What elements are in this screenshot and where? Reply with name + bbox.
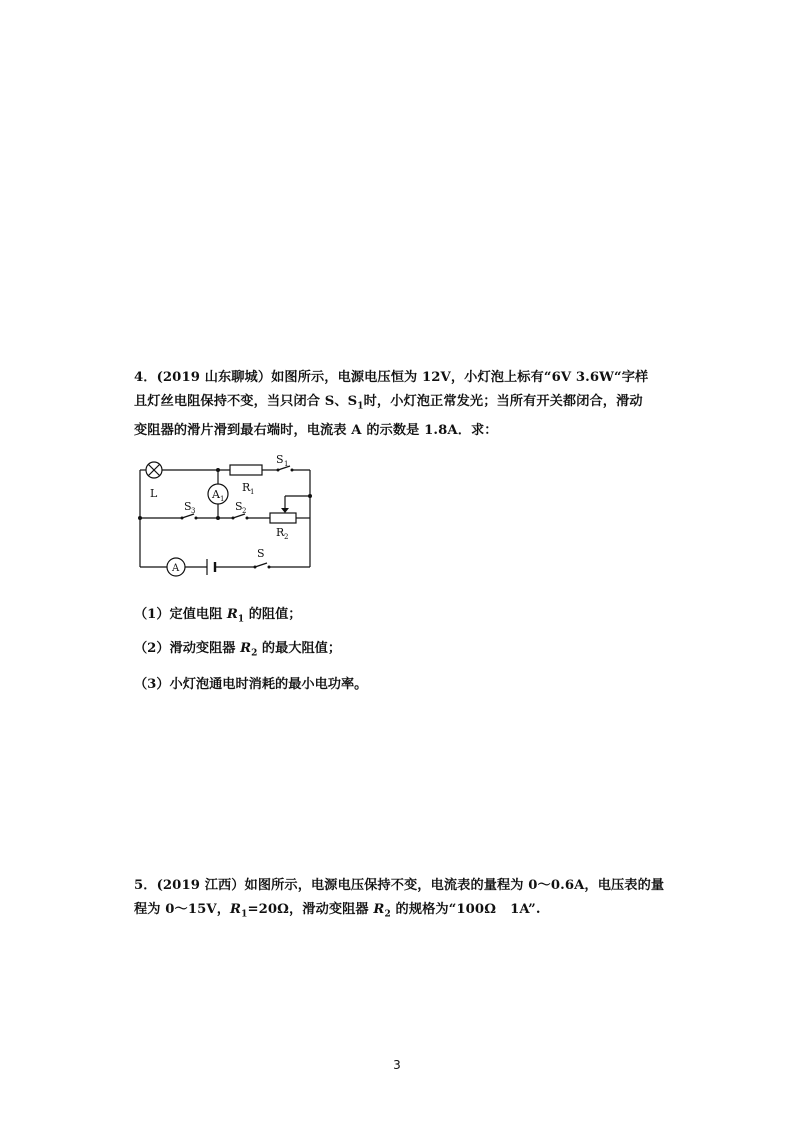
subquestion-3: （3）小灯泡通电时消耗的最小电功率。 [134,677,368,692]
label-s1: S [276,453,284,466]
q5-line-2: 程为 0～15V，$R_1=20\Omega$，滑动变阻器 $R_2$ 的规格为“100Ω 1A”. [134,902,541,920]
q4-line-3: 变阻器的滑片滑到最右端时，电流表 A 的示数是 1.8A．求： [134,422,498,438]
question-4-text [134,366,674,443]
subquestion-2: （2）滑动变阻器 $R_2$ 的最大阻值； [134,641,342,659]
label-a: A [172,563,180,574]
q4-line-1: 4．(2019 山东聊城）如图所示，电源电压恒为 12V，小灯泡上标有“6V 3.6W“字样 [134,370,649,385]
q5-line-1: 5．(2019 江西）如图所示，电源电压保持不变，电流表的量程为 0～0.6A，电压表的量 [134,878,665,893]
label-l: L [150,487,158,500]
svg-text:2: 2 [284,533,289,541]
resistor-r1 [230,465,262,475]
svg-text:2: 2 [242,507,247,515]
rheostat-r2 [270,513,296,523]
subquestion-1: （1）定值电阻 $R_1$ 的阻值； [134,607,302,625]
label-s: S [257,547,265,560]
label-a1: A [212,488,220,501]
label-s2: S [235,500,243,513]
label-r1: R [242,481,251,494]
question-5-text [134,874,674,927]
q4-line-2: 且灯丝电阻保持不变，当只闭合 S、$S_1$时，小灯泡正常发光；当所有开关都闭合，滑动 [134,394,643,412]
svg-text:1: 1 [284,460,289,468]
label-s3: S [184,500,192,513]
svg-text:3: 3 [191,507,196,515]
circuit-diagram [130,450,320,580]
label-r2: R [276,526,285,539]
lamp-symbol [146,462,162,478]
svg-text:1: 1 [250,488,255,496]
svg-text:1: 1 [220,495,225,503]
page-number: 3 [393,1058,401,1072]
battery-symbol [207,559,215,575]
